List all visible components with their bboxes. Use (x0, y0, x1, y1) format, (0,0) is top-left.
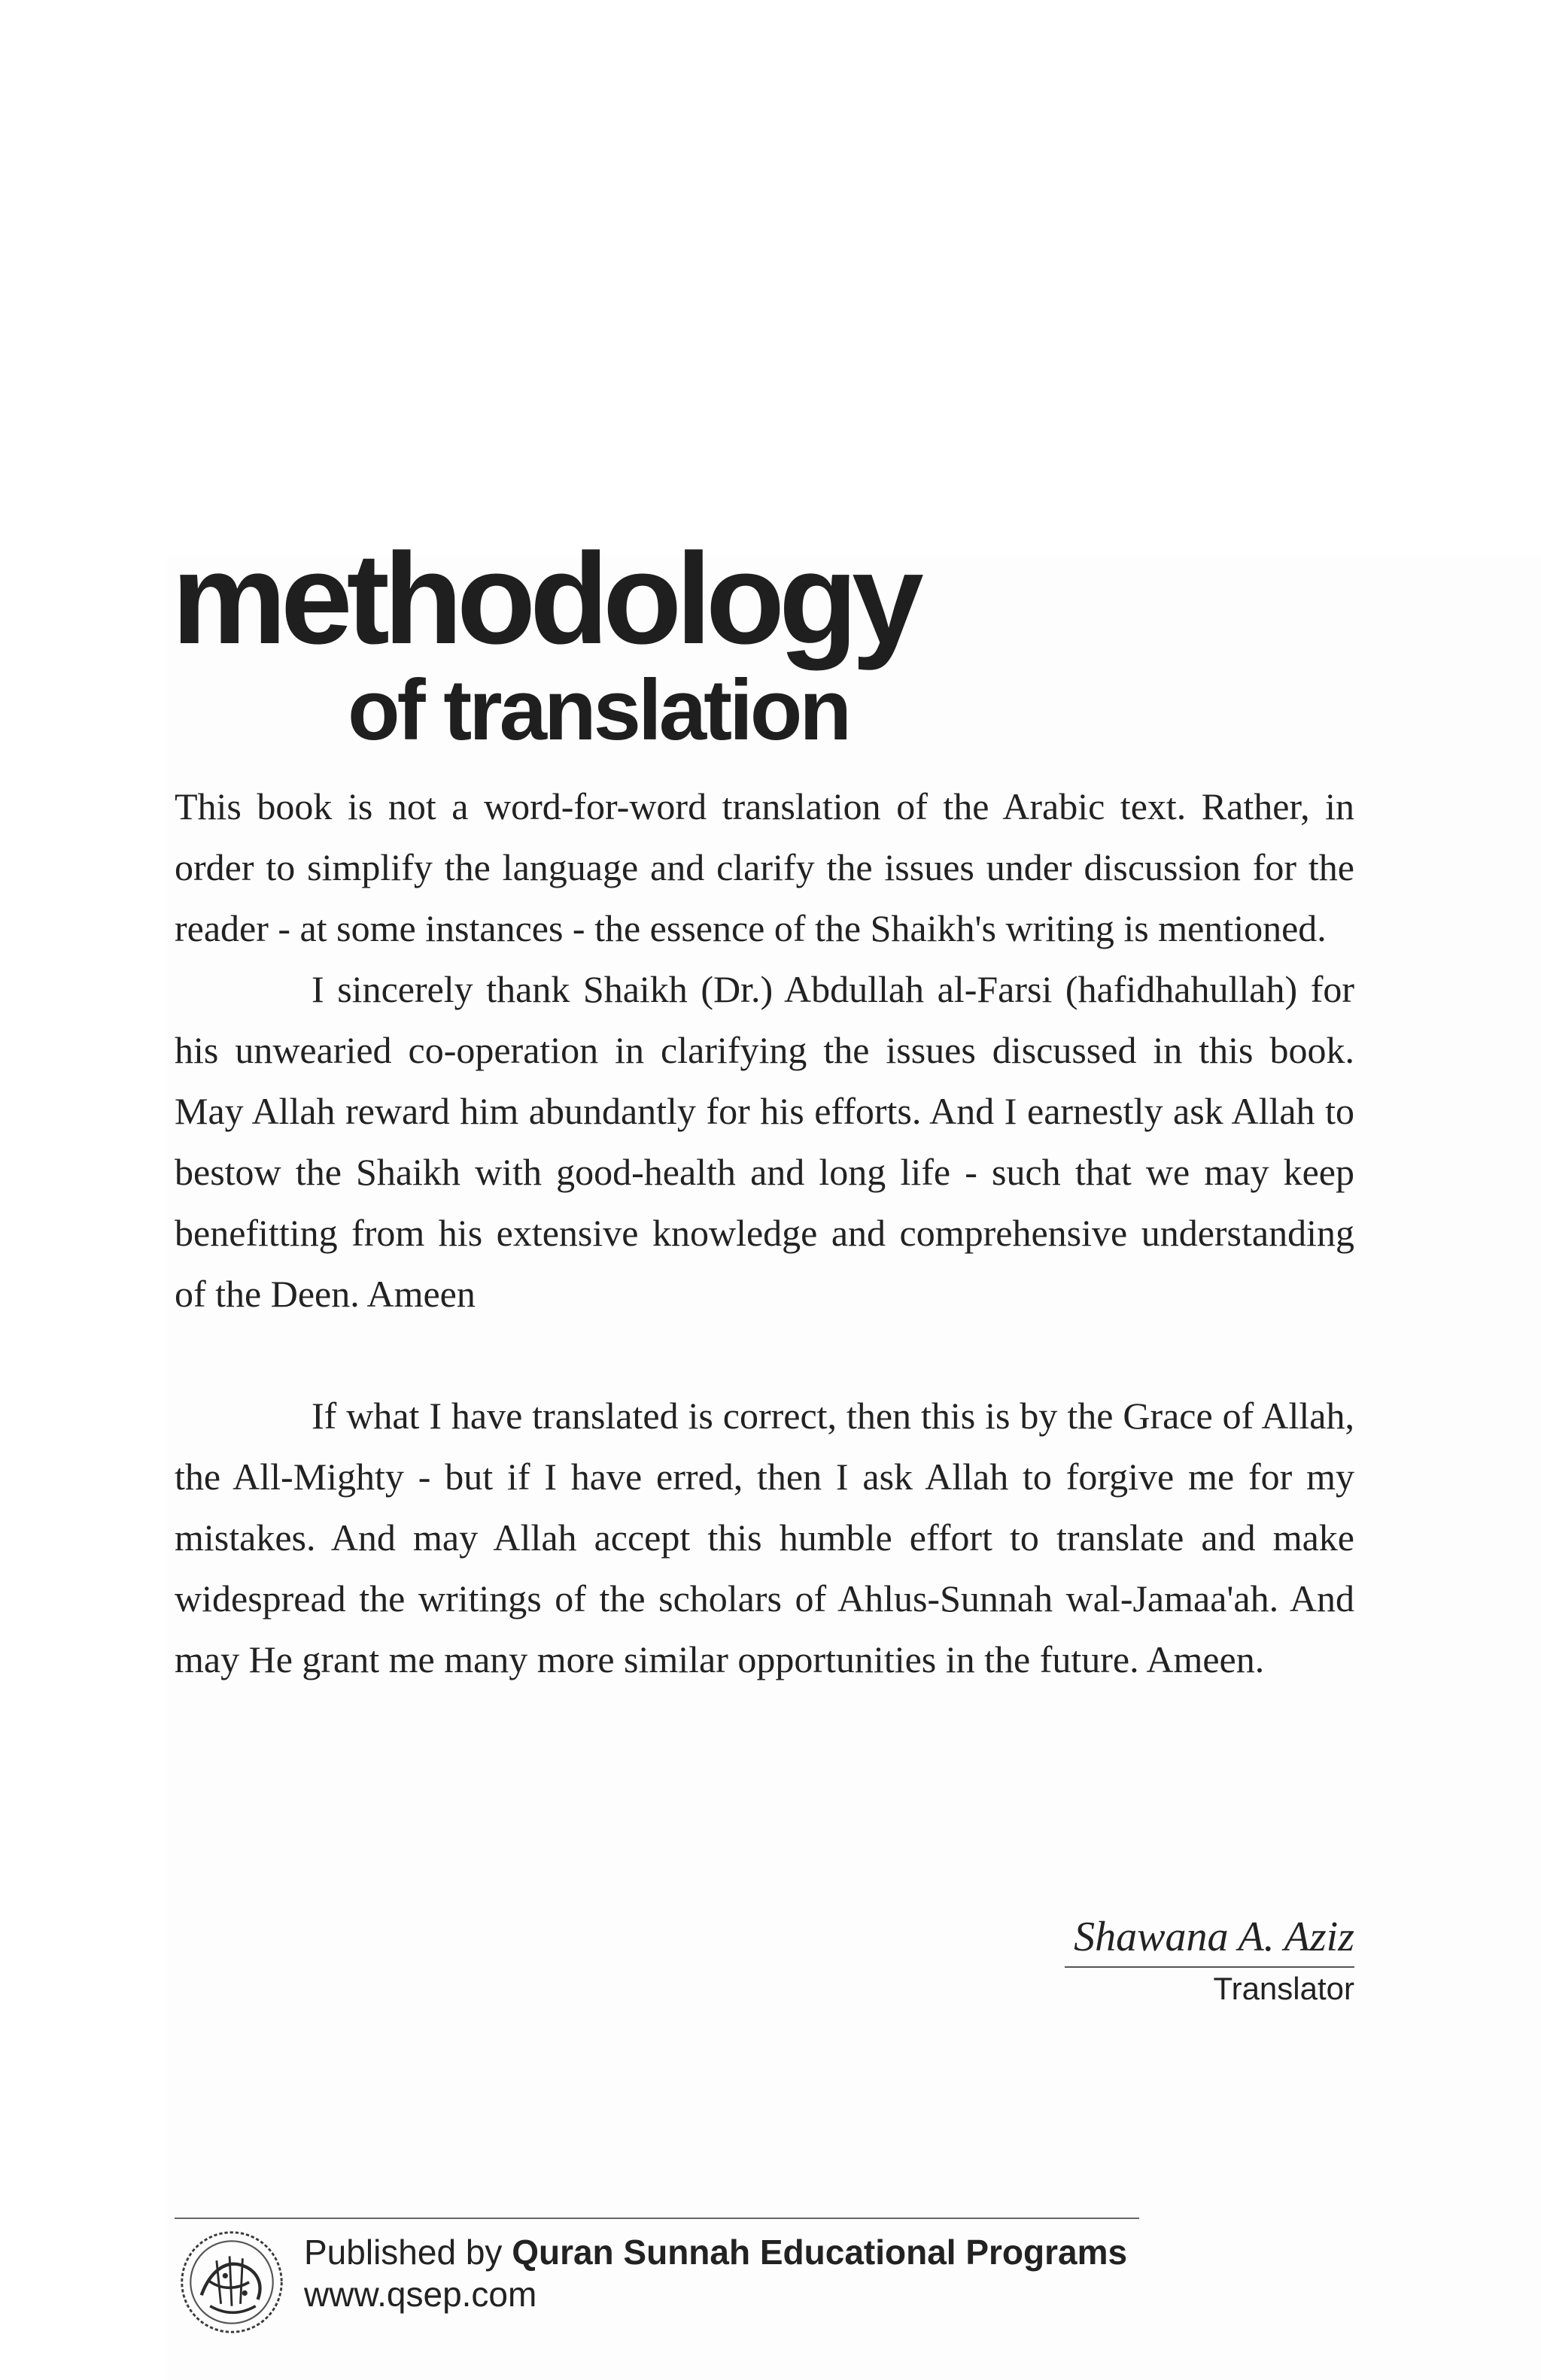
signature-name: Shawana A. Aziz (1065, 1911, 1354, 1968)
page-subtitle: of translation (348, 663, 850, 758)
paragraph-3: If what I have translated is correct, then this is by the Grace of Allah, the All-Mighty - but if I have erred, then I ask Allah to forgive me for my mistakes. And may Allah accept this humble effort to translate and make widespread the writings of the scholars of Ahlus-Sunnah wal-Jamaa'ah. And may He grant me many more similar opportunities in the future. Ameen. (175, 1395, 1354, 1680)
published-by-label: Published by (304, 2233, 503, 2272)
signature-role: Translator (1213, 1971, 1354, 2006)
signature-block (1065, 1911, 1354, 2010)
footer-divider (175, 2218, 1139, 2219)
publisher-website[interactable]: www.qsep.com (304, 2275, 537, 2314)
calligraphy-seal-icon (178, 2228, 286, 2336)
paragraph-1: This book is not a word-for-word translation of the Arabic text. Rather, in order to simplify the language and clarify the issues under discussion for the reader - at some instances - the essence of the Shaikh's writing is mentioned. (175, 785, 1354, 949)
footer-publisher-info (304, 2231, 1127, 2315)
publisher-line (304, 2231, 1127, 2273)
page-title: methodology (172, 527, 918, 671)
paragraph-2: I sincerely thank Shaikh (Dr.) Abdullah al-Farsi (hafidhahullah) for his unwearied co-operation in clarifying the issues discussed in this book. May Allah reward him abundantly for his efforts. And I earnestly ask Allah to bestow the Shaikh with good-health and long life - such that we may keep benefitting from his extensive knowledge and comprehensive understanding of the Deen. Ameen (175, 968, 1354, 1315)
publisher-name: Quran Sunnah Educational Programs (512, 2233, 1128, 2272)
body-text (175, 776, 1354, 1690)
